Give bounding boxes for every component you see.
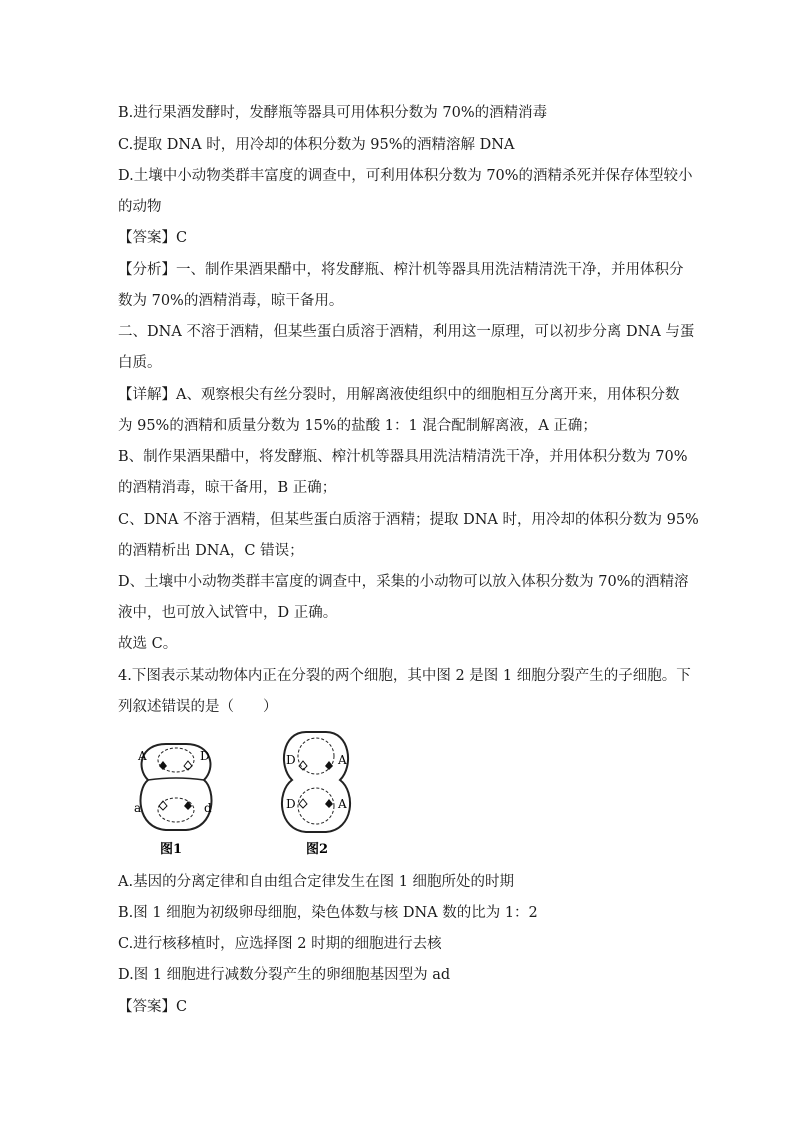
answer-line: 【答案】C — [118, 999, 188, 1015]
text-line: B.进行果酒发酵时，发酵瓶等器具可用体积分数为 70%的酒精消毒 — [118, 105, 548, 121]
text-line: C.提取 DNA 时，用冷却的体积分数为 95%的酒精溶解 DNA — [118, 137, 515, 153]
text-line: 白质。 — [118, 355, 162, 371]
gene-label: a — [134, 801, 142, 815]
text-line: 二、DNA 不溶于酒精，但某些蛋白质溶于酒精，利用这一原理，可以初步分离 DNA 与蛋 — [118, 324, 695, 340]
gene-label: A — [338, 797, 347, 811]
text-line: 为 95%的酒精和质量分数为 15%的盐酸 1：1 混合配制解离液，A 正确； — [118, 418, 597, 434]
text-line: D、土壤中小动物类群丰富度的调查中，采集的小动物可以放入体积分数为 70%的酒精溶 — [118, 574, 689, 590]
figure1-caption: 图1 — [160, 842, 183, 857]
text-line: 的酒精析出 DNA，C 错误； — [118, 543, 304, 559]
gene-label: D — [286, 797, 296, 811]
text-line: C、DNA 不溶于酒精，但某些蛋白质溶于酒精；提取 DNA 时，用冷却的体积分数为 95% — [118, 512, 699, 528]
figure2-cell — [282, 732, 350, 857]
text-line: 的酒精消毒，晾干备用，B 正确； — [118, 480, 337, 496]
gene-label: A — [338, 753, 347, 767]
text-line: 故选 C。 — [118, 636, 178, 652]
text-line: 数为 70%的酒精消毒，晾干备用。 — [118, 293, 344, 309]
text-line: 的动物 — [118, 199, 162, 215]
gene-label: d — [204, 801, 212, 815]
question-line: 4.下图表示某动物体内正在分裂的两个细胞，其中图 2 是图 1 细胞分裂产生的子细胞。下 — [118, 668, 691, 684]
figure1-cell — [134, 744, 212, 857]
cell-division-figure — [126, 728, 376, 858]
answer-line: 【答案】C — [118, 230, 188, 246]
detail-line: 【详解】A、观察根尖有丝分裂时，用解离液使组织中的细胞相互分离开来，用体积分数 — [118, 387, 680, 403]
figure2-caption: 图2 — [306, 842, 329, 857]
text-line: D.土壤中小动物类群丰富度的调查中，可利用体积分数为 70%的酒精杀死并保存体型较小 — [118, 168, 693, 184]
text-line: B、制作果酒果醋中，将发酵瓶、榨汁机等器具用洗洁精清洗干净，并用体积分数为 70% — [118, 449, 688, 465]
text-line: 液中，也可放入试管中，D 正确。 — [118, 605, 338, 621]
gene-label: D — [200, 749, 210, 763]
option-a: A.基因的分离定律和自由组合定律发生在图 1 细胞所处的时期 — [118, 874, 515, 890]
option-c: C.进行核移植时，应选择图 2 时期的细胞进行去核 — [118, 936, 442, 952]
gene-label: D — [286, 753, 296, 767]
analysis-line: 【分析】一、制作果酒果醋中，将发酵瓶、榨汁机等器具用洗洁精清洗干净，并用体积分 — [118, 262, 684, 278]
gene-label: A — [138, 749, 147, 763]
question-line: 列叙述错误的是（ ） — [118, 699, 278, 715]
option-d: D.图 1 细胞进行减数分裂产生的卵细胞基因型为 ad — [118, 967, 451, 983]
option-b: B.图 1 细胞为初级卵母细胞，染色体数与核 DNA 数的比为 1：2 — [118, 905, 538, 921]
